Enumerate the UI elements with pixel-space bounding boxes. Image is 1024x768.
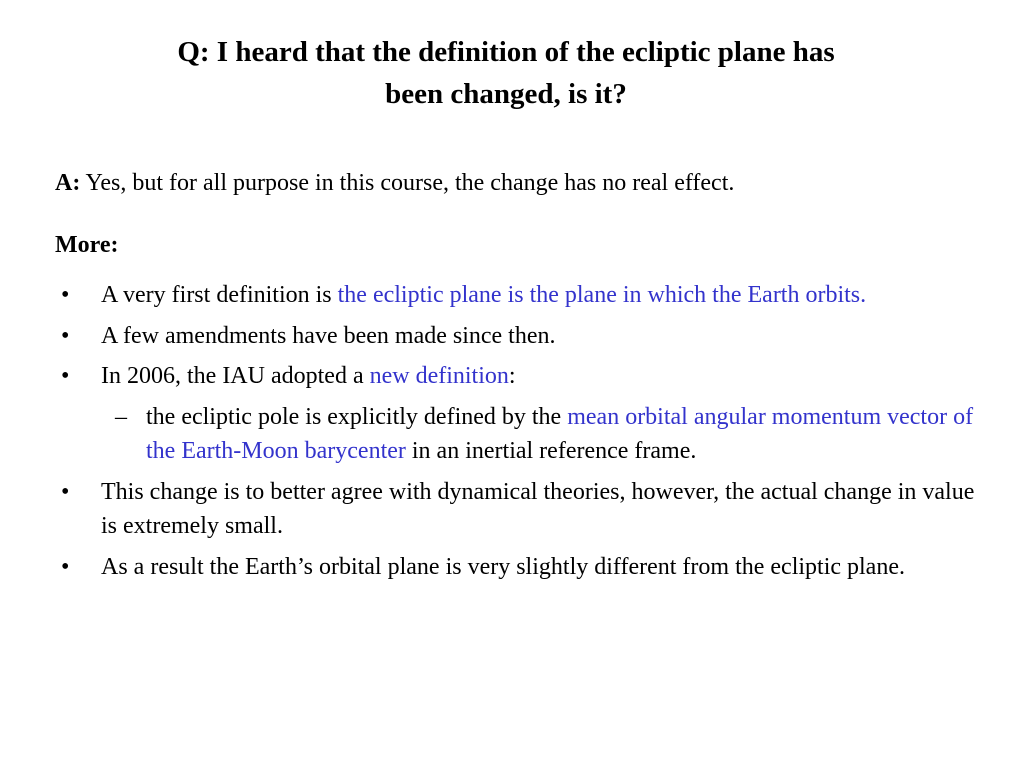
bullet-text: A very first definition is [101,282,338,308]
bullet-marker: • [61,322,70,349]
sub-bullet-text-after: in an inertial reference frame. [405,438,697,464]
slide-title [0,31,1012,115]
bullet-marker: • [61,553,70,580]
answer-text: Yes, but for all purpose in this course, the change has no real effect. [80,170,735,196]
bullet-highlight-definition: the ecliptic plane is the plane in which the Earth orbits. [337,282,867,308]
bullet-list [55,278,975,590]
bullet-text: In 2006, the IAU adopted a [101,363,370,389]
bullet-item-dynamical-theories [55,475,975,544]
bullet-item-first-definition [55,278,975,313]
bullet-marker: • [61,478,70,505]
more-heading: More: [55,232,119,258]
bullet-text: This change is to better agree with dynamical theories, however, the actual change in value is extremely small. [101,478,975,539]
sub-bullet-highlight-barycenter: mean orbital angular momentum vector of the Earth-Moon barycenter [146,403,974,464]
bullet-text: As a result the Earth’s orbital plane is very slightly different from the ecliptic plane. [101,553,905,580]
bullet-item-orbital-plane [55,550,975,585]
bullet-item-amendments [55,319,975,354]
answer-lead: A: [55,170,81,196]
sub-bullet-text: the ecliptic pole is explicitly defined by the [146,403,568,430]
bullet-highlight-new-definition: new definition [369,363,509,389]
sub-bullet-marker: – [115,403,127,430]
bullet-marker: • [61,363,70,389]
bullet-text-after: : [508,363,516,389]
sub-bullet-list [101,400,975,469]
sub-bullet-item-ecliptic-pole [101,400,975,469]
bullet-text: A few amendments have been made since then. [101,322,556,349]
bullet-marker: • [61,282,70,308]
slide-title-line-1: Q: I heard that the definition of the ecliptic plane has [177,36,835,68]
answer-paragraph [55,166,734,200]
bullet-item-iau-2006 [55,359,975,469]
slide-title-line-2: been changed, is it? [385,78,627,110]
